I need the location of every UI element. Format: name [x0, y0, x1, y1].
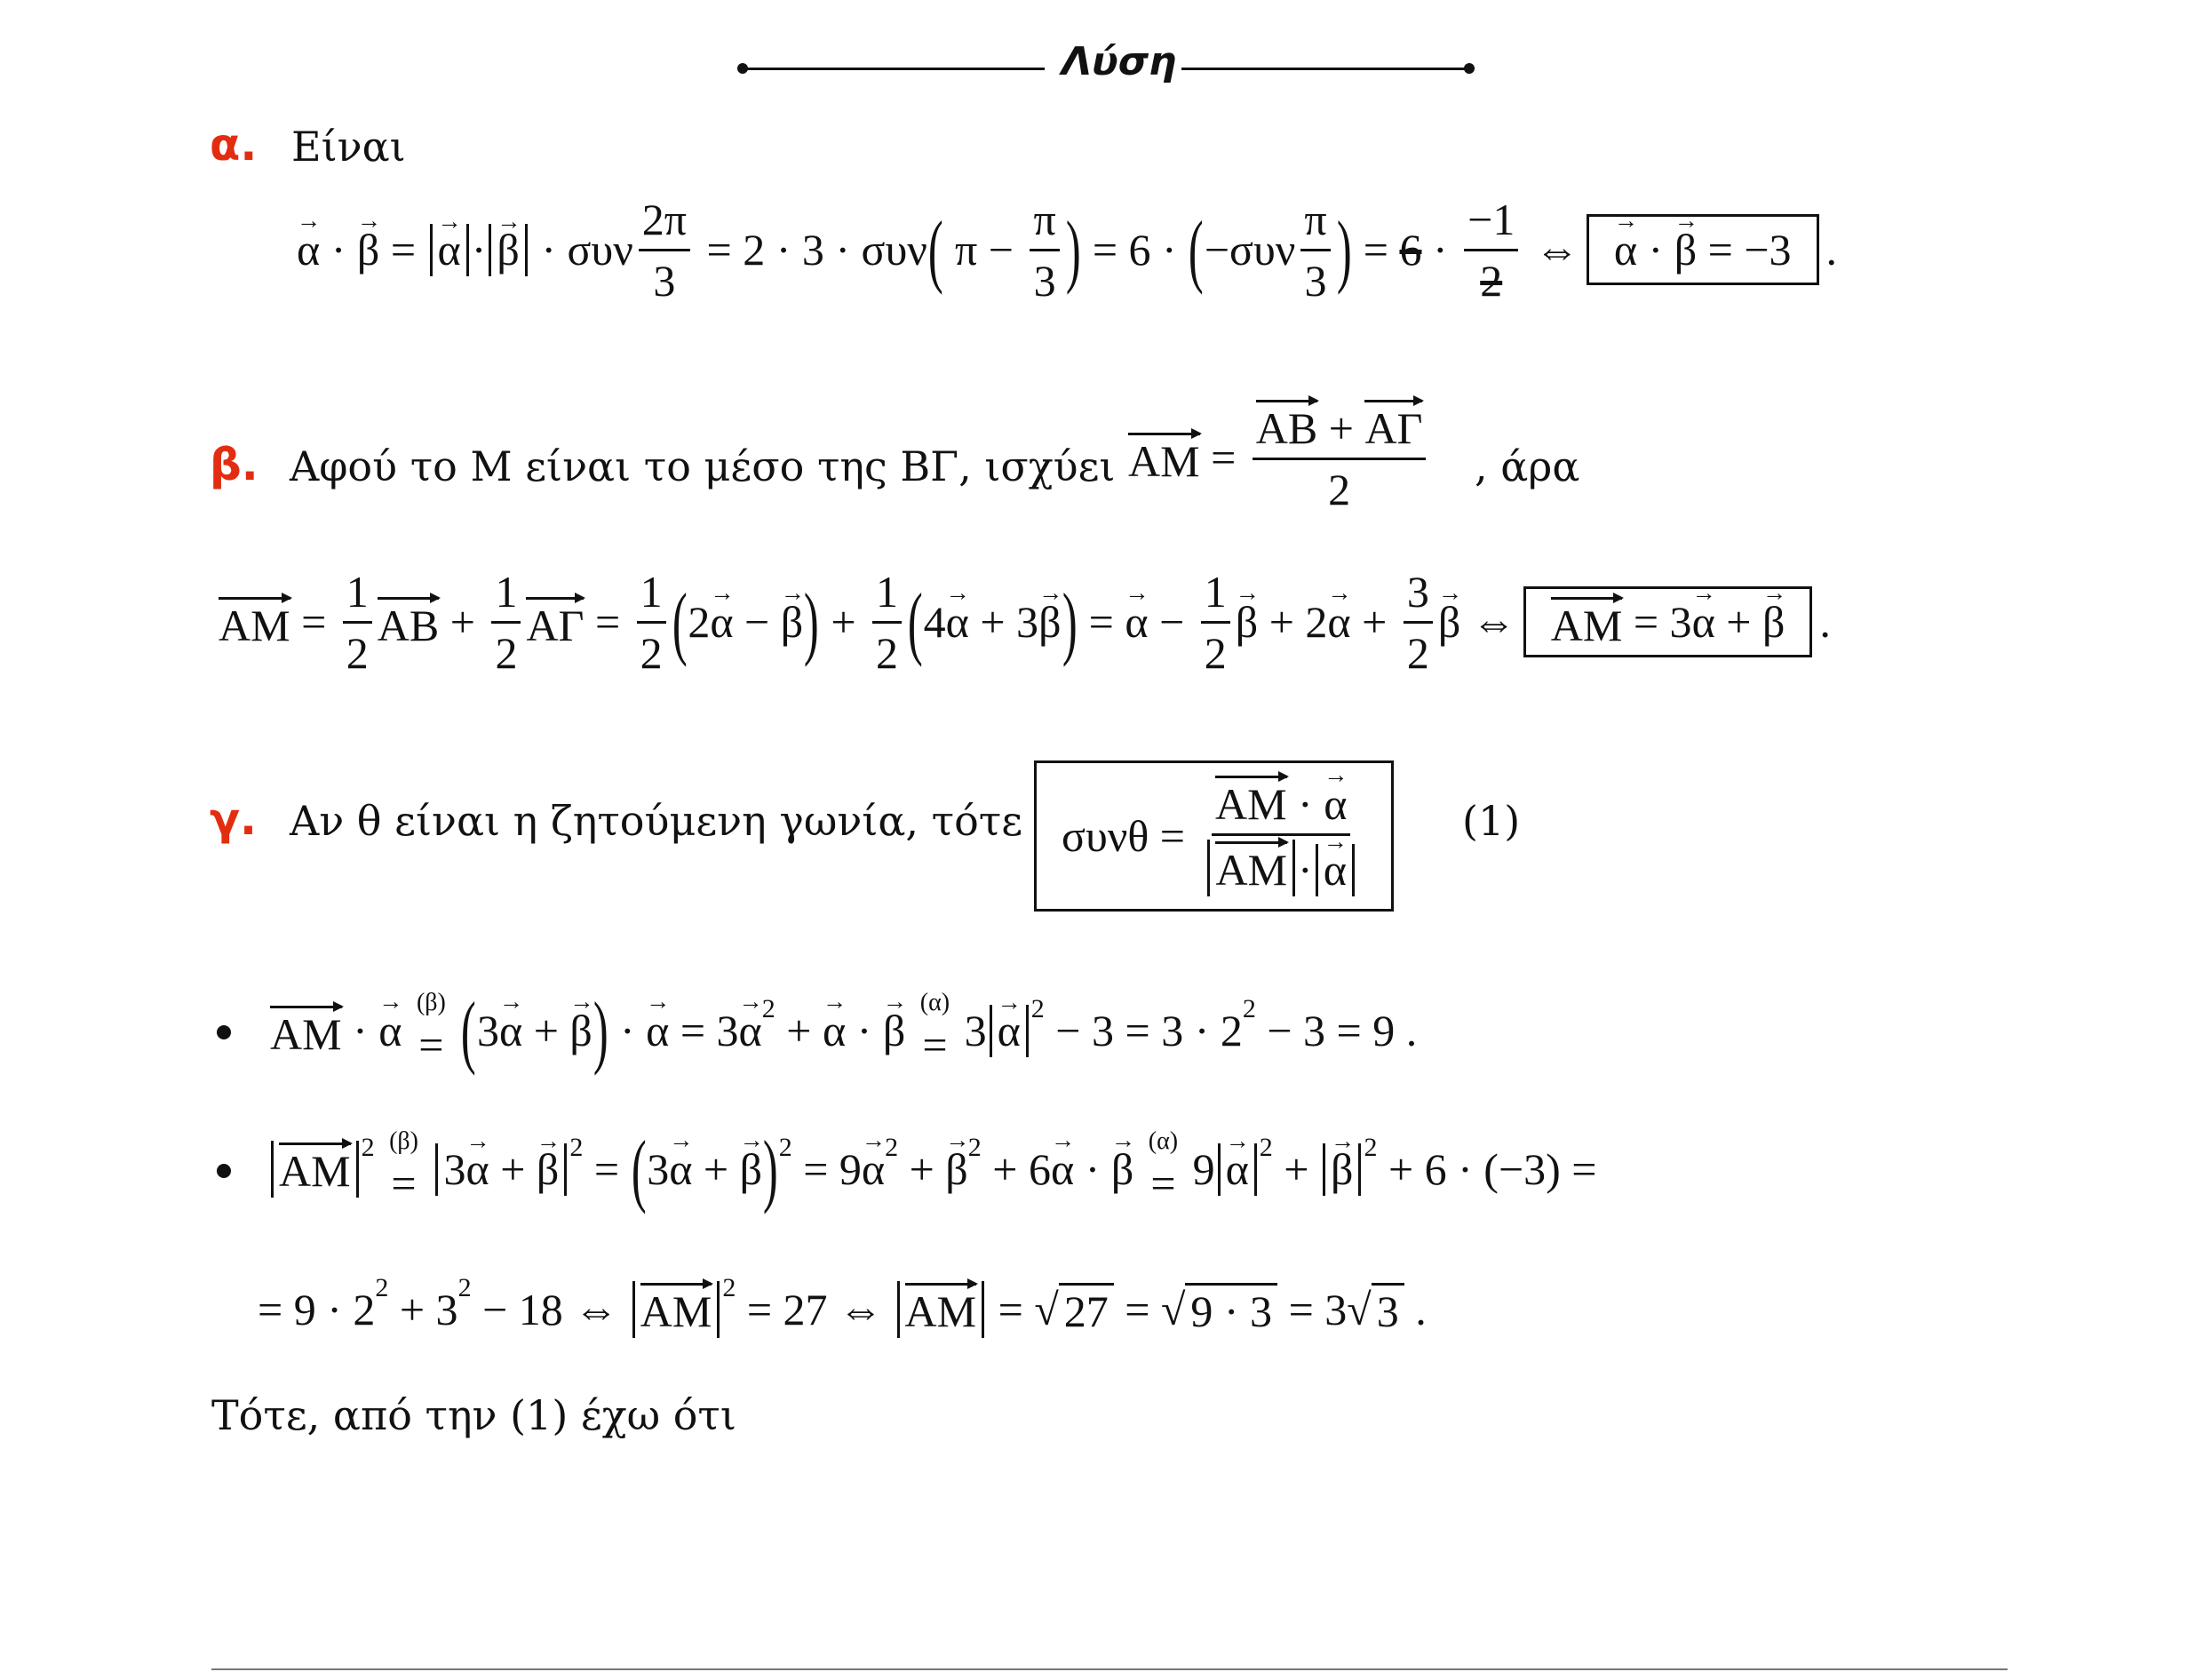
part-b-label: β. — [210, 439, 258, 490]
bullet-1 — [217, 1025, 231, 1039]
part-a-label: α. — [210, 119, 258, 171]
solution-header — [737, 39, 1475, 92]
part-b-equation: AM = $\frac{1}{2}$ AB + $\frac{1}{2}$ AΓ = $\frac{1}{2}$ ( 2 → α − → β ) + $\frac{1}{2}$ ( 4 → α + 3 → β ) = → α − $\frac{1}{2}$ → β + 2 → α + $\frac{3}{2}$ → β ⇔ AM = 3 → α + → β . — [219, 555, 1831, 689]
bullet-2 — [217, 1164, 231, 1178]
part-b-midpoint-formula: AM = $\frac{AB + A\Gamma}{2}$ — [1128, 391, 1431, 524]
header-right-rule — [1181, 68, 1466, 70]
part-c-intro: Αν θ είναι η ζητούμενη γωνία, τότε — [290, 797, 1023, 845]
part-a-intro: Είναι — [291, 123, 406, 171]
header-title: Λύση — [1062, 39, 1177, 84]
part-a-equation: → α · → β = → α · → β · συν $\frac{2\pi}{3}$ = 2 · 3 · συν ( π − $\frac{\pi}{3}$ ) = 6 · ( −συν $\frac{\pi}{3}$ ) = 6 · $\frac{-1}{2}$ ⇔ → α · → β = −3 . — [297, 183, 1837, 316]
part-c-label: γ. — [210, 793, 258, 845]
bullet-2-continuation: = 9 · 2 2 + 3 2 − 18 ⇔ AM 2 = 27 ⇔ AM = √ 27 = √ 9 · 3 = 3√ 3 . — [258, 1273, 1427, 1336]
part-c-cos-box: συνθ = $\frac{AM \cdot \to \alpha}{AM \cdot\to \alpha}$ — [1034, 760, 1394, 912]
part-b-result-box: AM = 3 → α + → β — [1523, 586, 1813, 657]
bullet-1-equation: AM · → α (β) = ( 3 → α + → β ) · → α = 3 → α 2 + → α · → β (α) = 3 → α 2 − 3 = 3 · 2 2 − 3 = 9 . — [270, 968, 1417, 1093]
header-right-dot — [1464, 63, 1475, 74]
part-c-equation-number: (1) — [1462, 797, 1521, 845]
header-left-rule — [743, 68, 1045, 70]
part-c-cos-formula — [1027, 743, 1401, 929]
bottom-rule — [211, 1668, 2008, 1670]
part-a-result-box: → α · → β = −3 — [1587, 214, 1819, 285]
bullet-2-equation: AM 2 (β) = 3→ α + → β 2 = ( 3 → α + → β ) 2 = 9 → α 2 + → β 2 + 6 → α · → β (α) = 9 → α 2 + → β 2 + 6 · (−3) = — [268, 1107, 1597, 1231]
closing-text: Τότε, από την (1) έχω ότι — [211, 1391, 736, 1439]
part-b-outro: , άρα — [1475, 442, 1580, 490]
part-b-intro: Αφού το Μ είναι το μέσο της ΒΓ, ισχύει — [290, 442, 1116, 490]
